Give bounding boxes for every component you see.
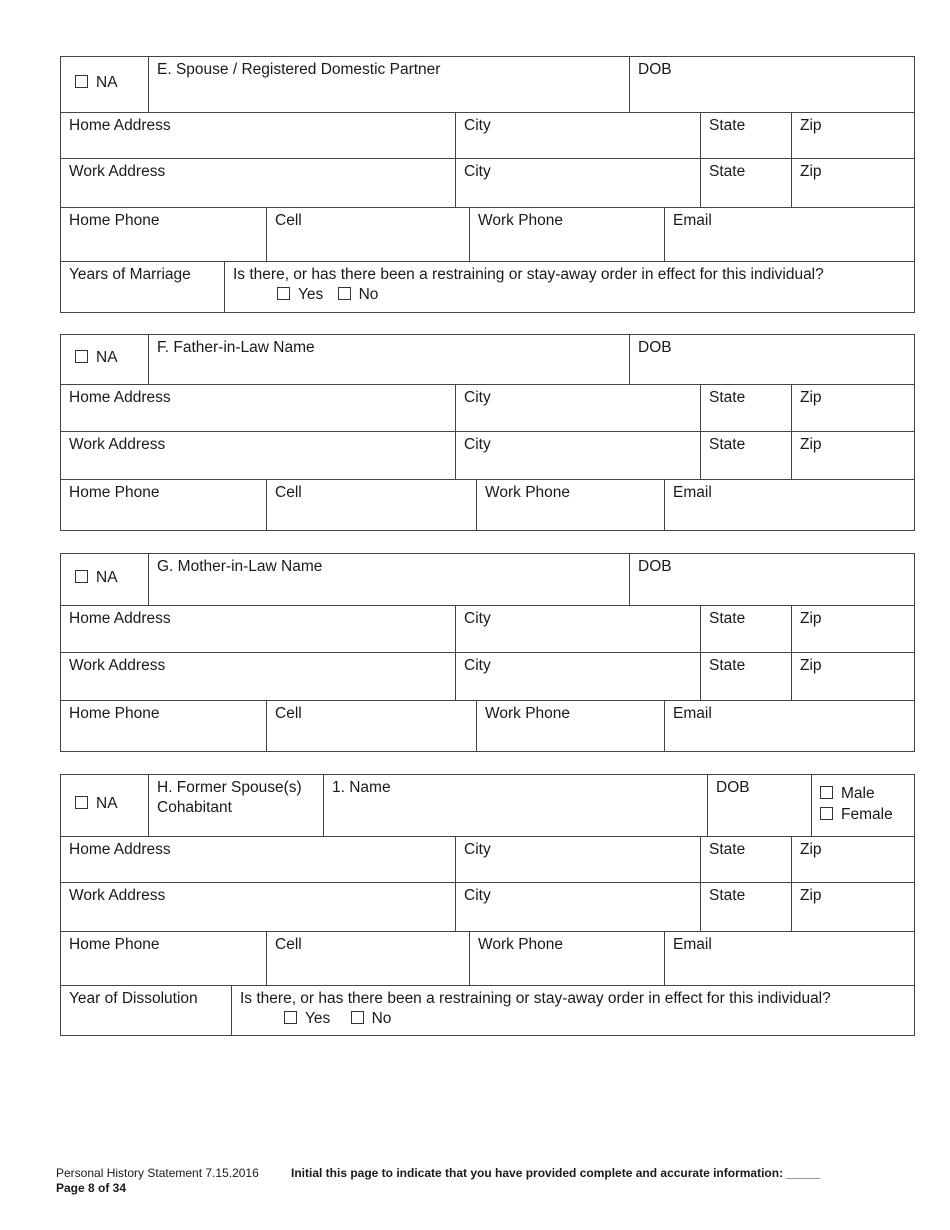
- no-label: No: [358, 286, 379, 303]
- marriage-row: [61, 261, 914, 312]
- city-label: City: [464, 117, 491, 134]
- phone-row: [61, 207, 914, 261]
- home-zip-field[interactable]: [791, 113, 916, 158]
- years-of-marriage-label: Years of Marriage: [69, 266, 191, 283]
- work-address-field[interactable]: [61, 159, 455, 207]
- home-phone-label: Home Phone: [69, 484, 160, 501]
- home-phone-field[interactable]: [61, 480, 266, 530]
- home-phone-label: Home Phone: [69, 936, 160, 953]
- work-address-field[interactable]: [61, 883, 455, 931]
- home-phone-label: Home Phone: [69, 212, 160, 229]
- state-label: State: [709, 610, 746, 627]
- na-cell: [61, 775, 148, 836]
- work-zip-field[interactable]: [791, 653, 916, 700]
- work-zip-field[interactable]: [791, 883, 916, 931]
- home-address-label: Home Address: [69, 389, 171, 406]
- dob-field[interactable]: [629, 57, 916, 112]
- section-h-former-spouse: [60, 774, 915, 1036]
- work-city-field[interactable]: [455, 653, 700, 700]
- work-address-label: Work Address: [69, 436, 166, 453]
- yes-option[interactable]: [284, 1010, 330, 1027]
- zip-label: Zip: [800, 117, 822, 134]
- gender-cell: [811, 775, 916, 836]
- yes-label: Yes: [298, 286, 324, 303]
- work-address-label: Work Address: [69, 887, 166, 904]
- na-cell: [61, 554, 148, 605]
- dob-field[interactable]: [629, 554, 916, 605]
- email-field[interactable]: [664, 701, 916, 751]
- na-cell: [61, 335, 148, 384]
- cell-field[interactable]: [266, 932, 469, 985]
- restraining-question: Is there, or has there been a restraining or stay-away order in effect for this individual?: [233, 266, 824, 283]
- work-address-row: [61, 158, 914, 207]
- work-city-field[interactable]: [455, 883, 700, 931]
- na-label: NA: [96, 349, 118, 366]
- name-field[interactable]: [148, 554, 629, 605]
- section-h-title-cell: [148, 775, 323, 836]
- section-f-name-row: [61, 335, 914, 384]
- city-label: City: [464, 389, 491, 406]
- state-label: State: [709, 657, 746, 674]
- email-label: Email: [673, 705, 712, 722]
- home-phone-label: Home Phone: [69, 705, 160, 722]
- section-e-spouse: [60, 56, 915, 313]
- na-checkbox[interactable]: [75, 75, 88, 88]
- state-label: State: [709, 117, 746, 134]
- dob-label: DOB: [638, 339, 672, 356]
- home-address-row: [61, 384, 914, 431]
- page-footer: [56, 1166, 820, 1196]
- year-of-dissolution-field[interactable]: [61, 986, 231, 1035]
- email-field[interactable]: [664, 480, 916, 530]
- yes-checkbox[interactable]: [277, 287, 290, 300]
- home-address-row: [61, 605, 914, 652]
- cell-label: Cell: [275, 705, 302, 722]
- home-state-field[interactable]: [700, 385, 791, 431]
- section-h-name-row: [61, 775, 914, 836]
- work-address-label: Work Address: [69, 657, 166, 674]
- cell-field[interactable]: [266, 701, 476, 751]
- name-field[interactable]: [323, 775, 707, 836]
- home-city-field[interactable]: [455, 837, 700, 882]
- dissolution-row: [61, 985, 914, 1035]
- work-zip-field[interactable]: [791, 159, 916, 207]
- name-label: 1. Name: [332, 779, 391, 796]
- cell-label: Cell: [275, 484, 302, 501]
- na-label: NA: [96, 569, 118, 586]
- male-checkbox[interactable]: [820, 786, 833, 799]
- home-address-label: Home Address: [69, 117, 171, 134]
- dob-label: DOB: [716, 779, 750, 796]
- home-phone-field[interactable]: [61, 932, 266, 985]
- male-label: Male: [841, 785, 875, 802]
- female-checkbox[interactable]: [820, 807, 833, 820]
- yes-checkbox[interactable]: [284, 1011, 297, 1024]
- city-label: City: [464, 610, 491, 627]
- yes-no-group: [284, 1010, 401, 1028]
- work-state-field[interactable]: [700, 159, 791, 207]
- dob-field[interactable]: [707, 775, 811, 836]
- restraining-order-cell: [231, 986, 916, 1035]
- home-phone-field[interactable]: [61, 701, 266, 751]
- cell-field[interactable]: [266, 480, 476, 530]
- cell-label: Cell: [275, 936, 302, 953]
- home-city-field[interactable]: [455, 606, 700, 652]
- work-phone-field[interactable]: [469, 208, 664, 261]
- yes-option[interactable]: [277, 286, 323, 303]
- state-label: State: [709, 163, 746, 180]
- female-label: Female: [841, 806, 893, 823]
- work-address-field[interactable]: [61, 653, 455, 700]
- home-address-field[interactable]: [61, 113, 455, 158]
- city-label: City: [464, 841, 491, 858]
- phone-row: [61, 479, 914, 530]
- work-city-field[interactable]: [455, 432, 700, 479]
- restraining-question: Is there, or has there been a restraining or stay-away order in effect for this individual?: [240, 990, 831, 1007]
- work-phone-label: Work Phone: [478, 936, 564, 953]
- work-phone-label: Work Phone: [485, 705, 571, 722]
- home-zip-field[interactable]: [791, 385, 916, 431]
- cell-field[interactable]: [266, 208, 469, 261]
- no-option[interactable]: [351, 1010, 392, 1027]
- na-cell: [61, 57, 148, 112]
- year-of-dissolution-label: Year of Dissolution: [69, 990, 198, 1007]
- home-address-label: Home Address: [69, 841, 171, 858]
- city-label: City: [464, 163, 491, 180]
- work-phone-field[interactable]: [476, 701, 664, 751]
- state-label: State: [709, 841, 746, 858]
- female-option[interactable]: [820, 804, 893, 825]
- work-phone-label: Work Phone: [478, 212, 564, 229]
- home-zip-field[interactable]: [791, 837, 916, 882]
- no-checkbox[interactable]: [338, 287, 351, 300]
- home-address-field[interactable]: [61, 606, 455, 652]
- phone-row: [61, 700, 914, 751]
- work-city-field[interactable]: [455, 159, 700, 207]
- zip-label: Zip: [800, 389, 822, 406]
- home-state-field[interactable]: [700, 606, 791, 652]
- na-option[interactable]: [75, 569, 118, 587]
- work-address-row: [61, 652, 914, 700]
- male-option[interactable]: [820, 783, 893, 804]
- work-address-field[interactable]: [61, 432, 455, 479]
- yes-no-group: [277, 286, 388, 304]
- city-label: City: [464, 657, 491, 674]
- section-e-name-row: [61, 57, 914, 112]
- work-state-field[interactable]: [700, 883, 791, 931]
- section-g-title: G. Mother-in-Law Name: [157, 558, 323, 575]
- work-address-label: Work Address: [69, 163, 166, 180]
- na-option[interactable]: [75, 349, 118, 367]
- home-address-field[interactable]: [61, 837, 455, 882]
- work-phone-field[interactable]: [476, 480, 664, 530]
- email-field[interactable]: [664, 932, 916, 985]
- dob-label: DOB: [638, 558, 672, 575]
- work-address-row: [61, 431, 914, 479]
- phone-row: [61, 931, 914, 985]
- name-field[interactable]: [148, 335, 629, 384]
- home-address-row: [61, 112, 914, 158]
- city-label: City: [464, 887, 491, 904]
- na-option[interactable]: [75, 74, 118, 92]
- home-state-field[interactable]: [700, 837, 791, 882]
- work-state-field[interactable]: [700, 653, 791, 700]
- no-option[interactable]: [338, 286, 379, 303]
- state-label: State: [709, 389, 746, 406]
- section-f-father-in-law: [60, 334, 915, 531]
- name-field[interactable]: [148, 57, 629, 112]
- na-option[interactable]: [75, 795, 118, 813]
- home-zip-field[interactable]: [791, 606, 916, 652]
- dob-label: DOB: [638, 61, 672, 78]
- na-checkbox[interactable]: [75, 350, 88, 363]
- na-checkbox[interactable]: [75, 796, 88, 809]
- yes-label: Yes: [305, 1010, 331, 1027]
- work-phone-label: Work Phone: [485, 484, 571, 501]
- page-number: Page 8 of 34: [56, 1181, 127, 1195]
- document-name: Personal History Statement 7.15.2016: [56, 1166, 259, 1180]
- home-city-field[interactable]: [455, 113, 700, 158]
- no-label: No: [371, 1010, 392, 1027]
- email-label: Email: [673, 936, 712, 953]
- section-e-title: E. Spouse / Registered Domestic Partner: [157, 61, 441, 78]
- section-g-name-row: [61, 554, 914, 605]
- restraining-order-cell: [224, 262, 916, 312]
- zip-label: Zip: [800, 657, 822, 674]
- home-city-field[interactable]: [455, 385, 700, 431]
- work-address-row: [61, 882, 914, 931]
- no-checkbox[interactable]: [351, 1011, 364, 1024]
- zip-label: Zip: [800, 887, 822, 904]
- home-address-label: Home Address: [69, 610, 171, 627]
- gender-options: [820, 783, 893, 825]
- section-g-mother-in-law: [60, 553, 915, 752]
- section-h-title: [157, 778, 302, 818]
- zip-label: Zip: [800, 163, 822, 180]
- city-label: City: [464, 436, 491, 453]
- work-phone-field[interactable]: [469, 932, 664, 985]
- email-field[interactable]: [664, 208, 916, 261]
- years-of-marriage-field[interactable]: [61, 262, 224, 312]
- state-label: State: [709, 887, 746, 904]
- home-state-field[interactable]: [700, 113, 791, 158]
- zip-label: Zip: [800, 841, 822, 858]
- zip-label: Zip: [800, 436, 822, 453]
- home-address-field[interactable]: [61, 385, 455, 431]
- dob-field[interactable]: [629, 335, 916, 384]
- email-label: Email: [673, 484, 712, 501]
- work-zip-field[interactable]: [791, 432, 916, 479]
- cell-label: Cell: [275, 212, 302, 229]
- home-address-row: [61, 836, 914, 882]
- zip-label: Zip: [800, 610, 822, 627]
- na-label: NA: [96, 74, 118, 91]
- work-state-field[interactable]: [700, 432, 791, 479]
- state-label: State: [709, 436, 746, 453]
- initial-statement: Initial this page to indicate that you have provided complete and accurate information: _____: [291, 1166, 820, 1180]
- email-label: Email: [673, 212, 712, 229]
- home-phone-field[interactable]: [61, 208, 266, 261]
- section-h-title-line1: H. Former Spouse(s): [157, 779, 302, 796]
- na-label: NA: [96, 795, 118, 812]
- section-f-title: F. Father-in-Law Name: [157, 339, 315, 356]
- section-h-title-line2: Cohabitant: [157, 799, 232, 816]
- na-checkbox[interactable]: [75, 570, 88, 583]
